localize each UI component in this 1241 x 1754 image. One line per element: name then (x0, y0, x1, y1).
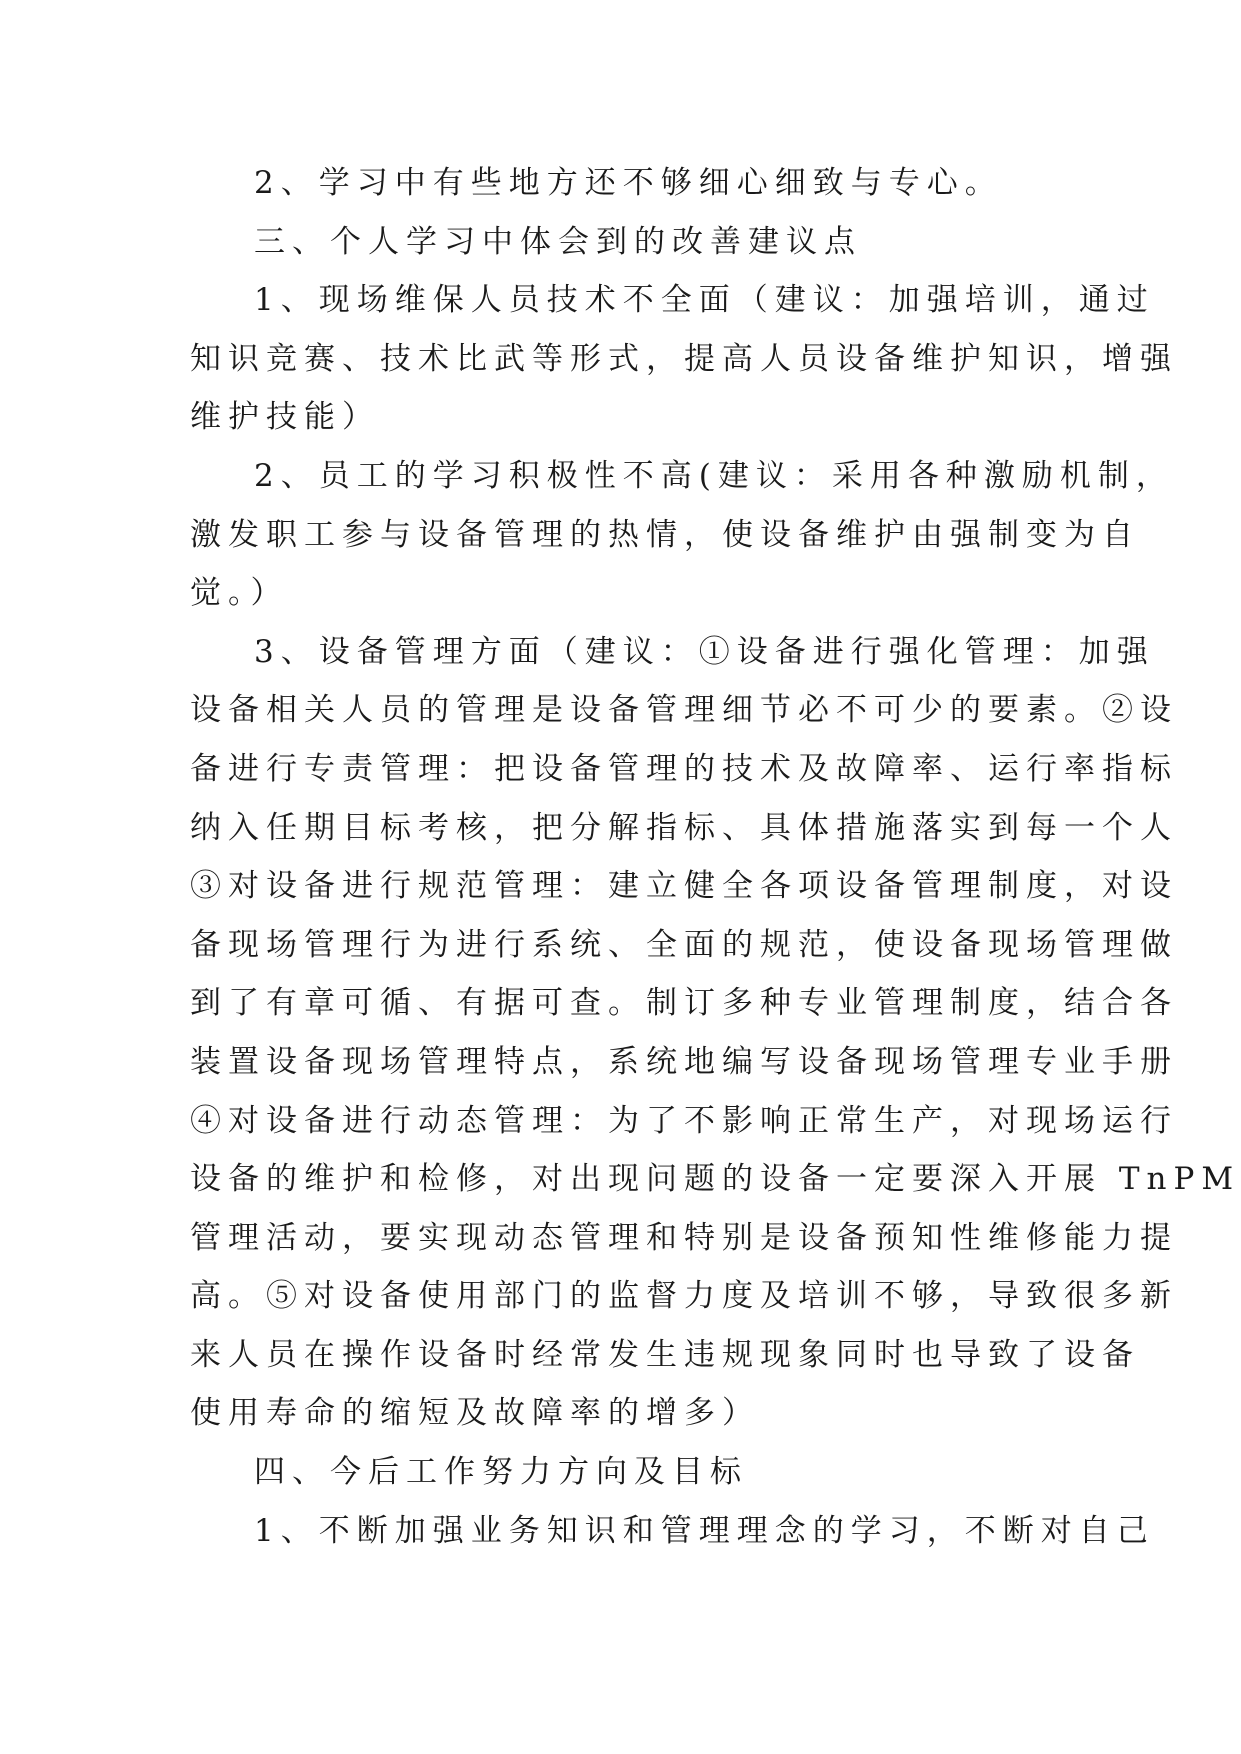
text-line: 备现场管理行为进行系统、全面的规范，使设备现场管理做 (190, 926, 1178, 963)
text-line: 1、现场维保人员技术不全面（建议：加强培训，通过 (254, 282, 1155, 319)
text-line: 备进行专责管理：把设备管理的技术及故障率、运行率指标 (190, 750, 1178, 787)
text-line: 三、个人学习中体会到的改善建议点 (254, 223, 862, 260)
text-line: 维护技能） (190, 399, 380, 436)
text-line: 使用寿命的缩短及故障率的增多） (190, 1395, 760, 1432)
text-line: 激发职工参与设备管理的热情，使设备维护由强制变为自 (190, 516, 1140, 553)
text-line: 高。⑤对设备使用部门的监督力度及培训不够，导致很多新 (190, 1278, 1178, 1315)
text-line: 到了有章可循、有据可查。制订多种专业管理制度，结合各 (190, 985, 1178, 1022)
text-line: 1、不断加强业务知识和管理理念的学习，不断对自己 (254, 1512, 1155, 1549)
text-line: 纳入任期目标考核，把分解指标、具体措施落实到每一个人 (190, 809, 1178, 846)
text-line: 设备相关人员的管理是设备管理细节必不可少的要素。②设 (190, 692, 1178, 729)
text-line: 觉。） (190, 575, 289, 612)
text-line: 来人员在操作设备时经常发生违规现象同时也导致了设备 (190, 1336, 1140, 1373)
text-line: 知识竞赛、技术比武等形式，提高人员设备维护知识，增强 (190, 340, 1178, 377)
text-line: 3、设备管理方面（建议：①设备进行强化管理：加强 (254, 633, 1155, 670)
text-line: 2、学习中有些地方还不够细心细致与专心。 (254, 165, 1003, 201)
text-line: 管理活动，要实现动态管理和特别是设备预知性维修能力提 (190, 1219, 1178, 1256)
text-line: 2、员工的学习积极性不高(建议：采用各种激励机制， (254, 457, 1174, 494)
text-line: 设备的维护和检修，对出现问题的设备一定要深入开展 TnPM (190, 1161, 1241, 1198)
text-line: ④对设备进行动态管理：为了不影响正常生产，对现场运行 (190, 1102, 1178, 1139)
document-body (190, 154, 1241, 1560)
text-line: 四、今后工作努力方向及目标 (254, 1454, 748, 1491)
text-line: ③对设备进行规范管理：建立健全各项设备管理制度，对设 (190, 868, 1178, 905)
text-line: 装置设备现场管理特点，系统地编写设备现场管理专业手册 (190, 1043, 1178, 1080)
